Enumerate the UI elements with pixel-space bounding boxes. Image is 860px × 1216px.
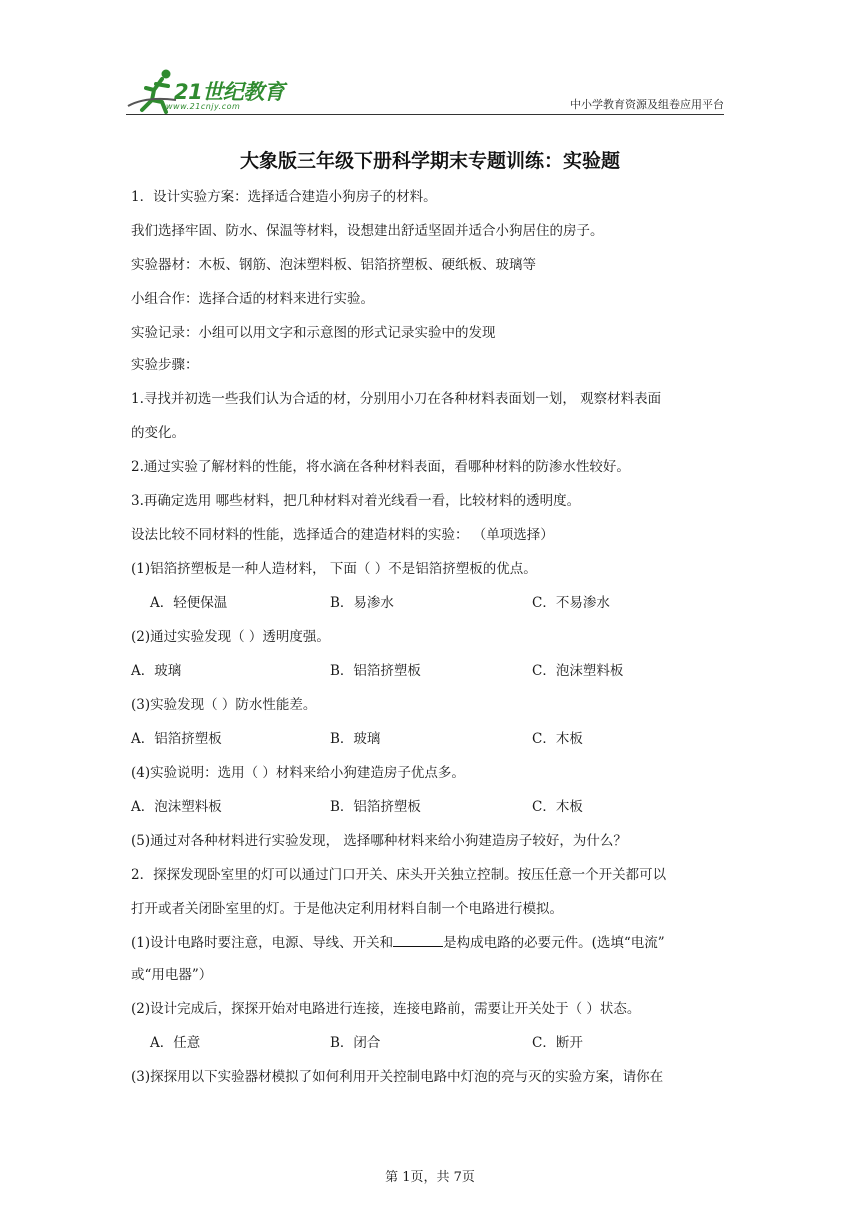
q1-step-1-cont: 的变化。 <box>131 425 185 441</box>
q1-sub4: (4)实验说明：选用（ ）材料来给小狗建造房子优点多。 <box>131 765 465 781</box>
page-header <box>126 66 724 116</box>
option-c: C．木板 <box>532 799 583 815</box>
q2-sub1 <box>131 934 665 952</box>
q1-step-1: 1.寻找并初选一些我们认为合适的材，分别用小刀在各种材料表面划一划， 观察材料表面 <box>131 391 662 407</box>
option-a: A．泡沫塑料板 <box>131 799 222 815</box>
option-a: A．铝箔挤塑板 <box>131 731 222 747</box>
option-c: C．木板 <box>532 731 583 747</box>
page-title: 大象版三年级下册科学期末专题训练：实验题 <box>239 150 620 172</box>
option-a: A．任意 <box>150 1035 201 1051</box>
platform-tagline: 中小学教育资源及组卷应用平台 <box>570 98 724 111</box>
q2-sub1-text-b: 是构成电路的必要元件。(选填“电流” <box>443 935 665 951</box>
option-c: C．泡沫塑料板 <box>532 663 624 679</box>
logo-url: www.21cnjy.com <box>166 102 241 111</box>
q1-record: 实验记录：小组可以用文字和示意图的形式记录实验中的发现 <box>131 325 496 341</box>
option-c: C．不易渗水 <box>532 595 610 611</box>
q1-steps-heading: 实验步骤： <box>131 357 199 373</box>
q2-sub1-cont: 或“用电器”） <box>131 967 213 983</box>
option-a: A．轻便保温 <box>150 595 228 611</box>
q2-stem: 2．探探发现卧室里的灯可以通过门口开关、床头开关独立控制。按压任意一个开关都可以 <box>131 867 667 883</box>
option-c: C．断开 <box>532 1035 583 1051</box>
q1-sub3: (3)实验发现（ ）防水性能差。 <box>131 697 317 713</box>
q1-sub5: (5)通过对各种材料进行实验发现， 选择哪种材料来给小狗建造房子较好，为什么？ <box>131 833 627 849</box>
header-divider <box>126 114 724 115</box>
q1-sub1: (1)铝箔挤塑板是一种人造材料， 下面（ ）不是铝箔挤塑板的优点。 <box>131 561 537 577</box>
q2-sub3: (3)探探用以下实验器材模拟了如何利用开关控制电路中灯泡的亮与灭的实验方案，请你在 <box>131 1069 664 1085</box>
q1-step-2: 2.通过实验了解材料的性能，将水滴在各种材料表面，看哪种材料的防渗水性较好。 <box>131 459 630 475</box>
q1-teamwork: 小组合作：选择合适的材料来进行实验。 <box>131 291 374 307</box>
q1-intro: 设法比较不同材料的性能，选择适合的建造材料的实验： （单项选择） <box>131 527 554 543</box>
q2-sub2: (2)设计完成后，探探开始对电路进行连接，连接电路前，需要让开关处于（ ）状态。 <box>131 1001 641 1017</box>
option-b: B．铝箔挤塑板 <box>330 799 421 815</box>
option-b: B．铝箔挤塑板 <box>330 663 421 679</box>
page-footer: 第 1页，共 7页 <box>385 1170 475 1185</box>
option-a: A．玻璃 <box>131 663 182 679</box>
option-b: B．闭合 <box>330 1035 381 1051</box>
q1-stem: 1．设计实验方案：选择适合建造小狗房子的材料。 <box>131 189 437 205</box>
answer-blank[interactable] <box>393 934 443 947</box>
q1-equipment: 实验器材：木板、钢筋、泡沫塑料板、铝箔挤塑板、硬纸板、玻璃等 <box>131 257 536 273</box>
q2-stem-cont: 打开或者关闭卧室里的灯。于是他决定利用材料自制一个电路进行模拟。 <box>131 901 563 917</box>
q1-step-3: 3.再确定选用 哪些材料，把几种材料对着光线看一看，比较材料的透明度。 <box>131 493 581 509</box>
option-b: B．玻璃 <box>330 731 381 747</box>
q1-sub2: (2)通过实验发现（ ）透明度强。 <box>131 629 330 645</box>
q2-sub1-text-a: (1)设计电路时要注意，电源、导线、开关和 <box>131 935 394 951</box>
q1-paragraph: 我们选择牢固、防水、保温等材料，设想建出舒适坚固并适合小狗居住的房子。 <box>131 223 604 239</box>
logo <box>126 66 296 116</box>
logo-text: 21世纪教育 <box>174 80 285 104</box>
option-b: B．易渗水 <box>330 595 394 611</box>
